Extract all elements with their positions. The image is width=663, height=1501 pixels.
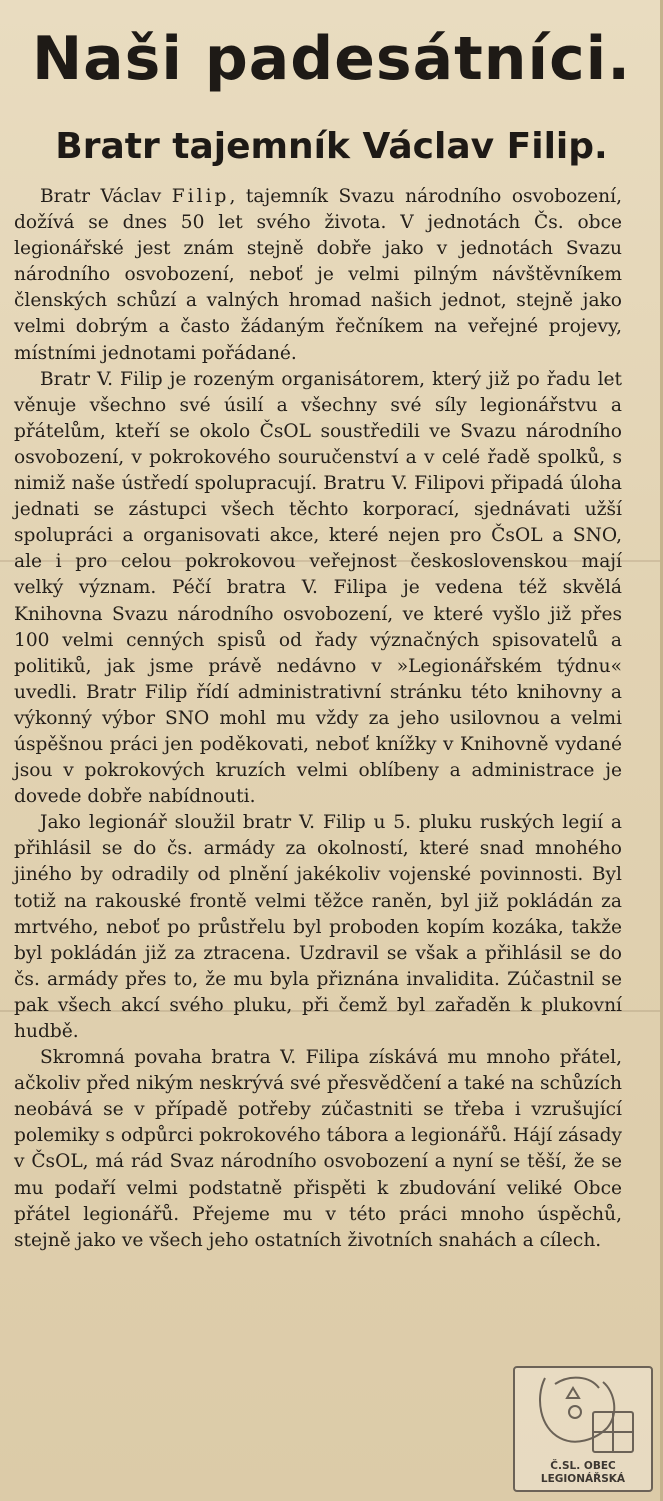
headline: Naši padesátníci. (31, 24, 632, 94)
subheadline: Bratr tajemník Václav Filip. (55, 126, 608, 167)
paragraph-3: Jako legionář sloužil bratr V. Filip u 5. pluku ruských legií a přihlásil se do čs. armády za okolností, které snad mnohého jiného by odradily od plnění jakékoliv vojenské povinnosti. Byl totiž na rakouské frontě velmi těžce raněn, byl již pokládán za mrtvého, neboť po průstřelu byl proboden kopím kozáka, takže byl pokládán již za ztracena. Uzdravil se však a přihlásil se do čs. armády přes to, že mu byla přiznána invalidita. Zúčastnil se pak všech akcí svého pluku, při čemž byl zařaděn k plukovní hudbě. (14, 812, 622, 1042)
paragraph-text: , tajemník Svazu národního osvobození, dožívá se dnes 50 let svého života. V jednotách Čs. obce legionářské jest znám stejně dobře jako v jednotách Svazu národního osvobození, neboť je velmi pilným návštěvníkem členských schůzí a valných hromad našich jednot, stejně jako velmi dobrým a často žádaným řečníkem na veřejné projevy, místními jednotami pořádané. (14, 186, 622, 364)
stamp-text (515, 1460, 651, 1486)
stamp-line-2: LEGIONÁŘSKÁ (540, 1473, 626, 1485)
paragraph-4: Skromná povaha bratra V. Filipa získává mu mnoho přátel, ačkoliv před nikým neskrývá své přesvědčení a také na schůzích neobává se v případě potřeby zúčastniti se třeba i vzrušující polemiky s odpůrci pokrokového tábora a legionářů. Hájí zásady v ČsOL, má rád Svaz národního osvobození a nyní se těší, že se mu podaří velmi podstatně přispěti k zbudování veliké Obce přátel legionářů. Přejeme mu v této práci mnoho úspěchů, stejně jako ve všech jeho ostatních životních snahách a cílech. (14, 1047, 622, 1251)
article-body (14, 184, 622, 1254)
stamp-line-1: Č.SL. OBEC (550, 1460, 616, 1472)
name-spaced: Filip (171, 186, 230, 207)
paragraph-lead: Bratr Václav (40, 186, 172, 207)
paragraph-1 (14, 184, 622, 367)
paragraph-2: Bratr V. Filip je rozeným organisátorem, který již po řadu let věnuje všechno své úsilí a všechny své síly legionářstvu a přátelům, kteří se okolo ČsOL soustředili ve Svazu národního osvobození, v pokrokového souručenství a v celé řadě spolků, s nimiž naše ústředí spolupracují. Bratru V. Filipovi připadá úloha jednati se zástupci všech těchto korporací, sjednávati užší spolupráci a organisovati akce, které nejen pro ČsOL a SNO, ale i pro celou pokrokovou veřejnost československou mají velký význam. Péčí bratra V. Filipa je vedena též skvělá Knihovna Svazu národního osvobození, ve které vyšlo již přes 100 velmi cenných spisů od řady význačných spisovatelů a politiků, jak jsme právě nedávno v »Legionářském týdnu« uvedli. Bratr Filip řídí administrativní stránku této knihovny a výkonný výbor SNO mohl mu vždy za jeho usilovnou a velmi úspěšnou práci jen poděkovati, neboť knížky v Knihovně vydané jsou v pokrokových kruzích velmi oblíbeny a administrace je dovede dobře nabídnouti. (14, 368, 622, 808)
legion-stamp (513, 1366, 653, 1492)
